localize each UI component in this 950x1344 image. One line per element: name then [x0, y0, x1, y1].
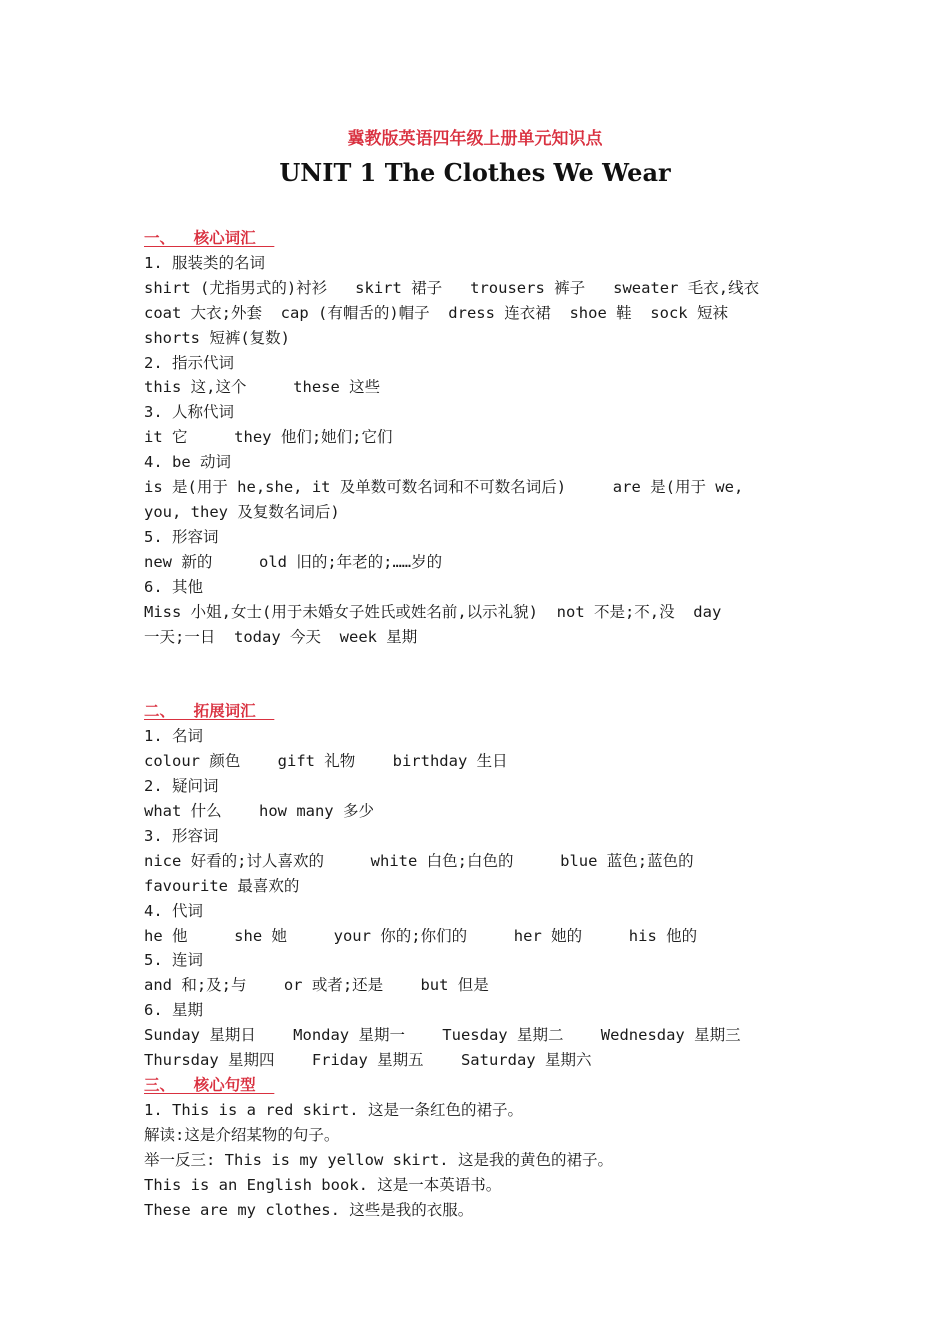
text-line: new 新的 old 旧的;年老的;……岁的	[144, 552, 443, 571]
text-line: 一天;一日 today 今天 week 星期	[144, 627, 418, 646]
text-line: 解读:这是介绍某物的句子。	[144, 1125, 340, 1144]
section-heading-extended-vocabulary: 二、 拓展词汇	[144, 702, 275, 721]
unit-title: UNIT 1 The Clothes We Wear	[279, 158, 671, 187]
text-line: colour 颜色 gift 礼物 birthday 生日	[144, 752, 508, 771]
text-line: 4. 代词	[144, 901, 203, 920]
text-line: 5. 连词	[144, 951, 203, 970]
text-line: shirt (尤指男式的)衬衫 skirt 裙子 trousers 裤子 sweater 毛衣,线衣	[144, 278, 760, 297]
text-line: and 和;及;与 or 或者;还是 but 但是	[144, 976, 489, 995]
text-line: 5. 形容词	[144, 527, 219, 546]
text-line: 1. 服装类的名词	[144, 253, 265, 272]
document-subtitle: 冀教版英语四年级上册单元知识点	[347, 129, 603, 149]
text-line: 6. 其他	[144, 577, 203, 596]
text-line: this 这,这个 these 这些	[144, 378, 381, 397]
text-line: is 是(用于 he,she, it 及单数可数名词和不可数名词后) are 是(用于 we,	[144, 478, 744, 497]
section-heading-core-sentences: 三、 核心句型	[144, 1076, 275, 1094]
section-spacer	[144, 649, 809, 699]
text-line: what 什么 how many 多少	[144, 802, 374, 821]
text-line: 1. This is a red skirt. 这是一条红色的裙子。	[144, 1100, 523, 1119]
text-line: 4. be 动词	[144, 453, 231, 472]
document-body	[144, 226, 809, 1222]
text-line: 2. 指示代词	[144, 353, 234, 372]
text-line: shorts 短裤(复数)	[144, 328, 290, 347]
text-line: it 它 they 他们;她们;它们	[144, 428, 393, 447]
section-heading-core-vocabulary: 一、 核心词汇	[144, 229, 275, 247]
text-line: These are my clothes. 这些是我的衣服。	[144, 1200, 474, 1219]
text-line: 3. 形容词	[144, 826, 219, 845]
text-line: coat 大衣;外套 cap (有帽舌的)帽子 dress 连衣裙 shoe 鞋 sock 短袜	[144, 303, 728, 322]
text-line: you, they 及复数名词后)	[144, 502, 340, 521]
text-line: Sunday 星期日 Monday 星期一 Tuesday 星期二 Wednesday 星期三	[144, 1026, 741, 1045]
text-line: 举一反三: This is my yellow skirt. 这是我的黄色的裙子。	[144, 1150, 613, 1169]
text-line: This is an English book. 这是一本英语书。	[144, 1175, 502, 1194]
text-line: Thursday 星期四 Friday 星期五 Saturday 星期六	[144, 1051, 592, 1070]
text-line: Miss 小姐,女士(用于未婚女子姓氏或姓名前,以示礼貌) not 不是;不,没 day	[144, 602, 722, 621]
text-line: nice 好看的;讨人喜欢的 white 白色;白色的 blue 蓝色;蓝色的	[144, 851, 694, 870]
text-line: 1. 名词	[144, 727, 203, 746]
text-line: 2. 疑问词	[144, 777, 219, 796]
text-line: 3. 人称代词	[144, 403, 234, 422]
text-line: 6. 星期	[144, 1001, 203, 1020]
text-line: he 他 she 她 your 你的;你们的 her 她的 his 他的	[144, 926, 698, 945]
text-line: favourite 最喜欢的	[144, 876, 300, 895]
